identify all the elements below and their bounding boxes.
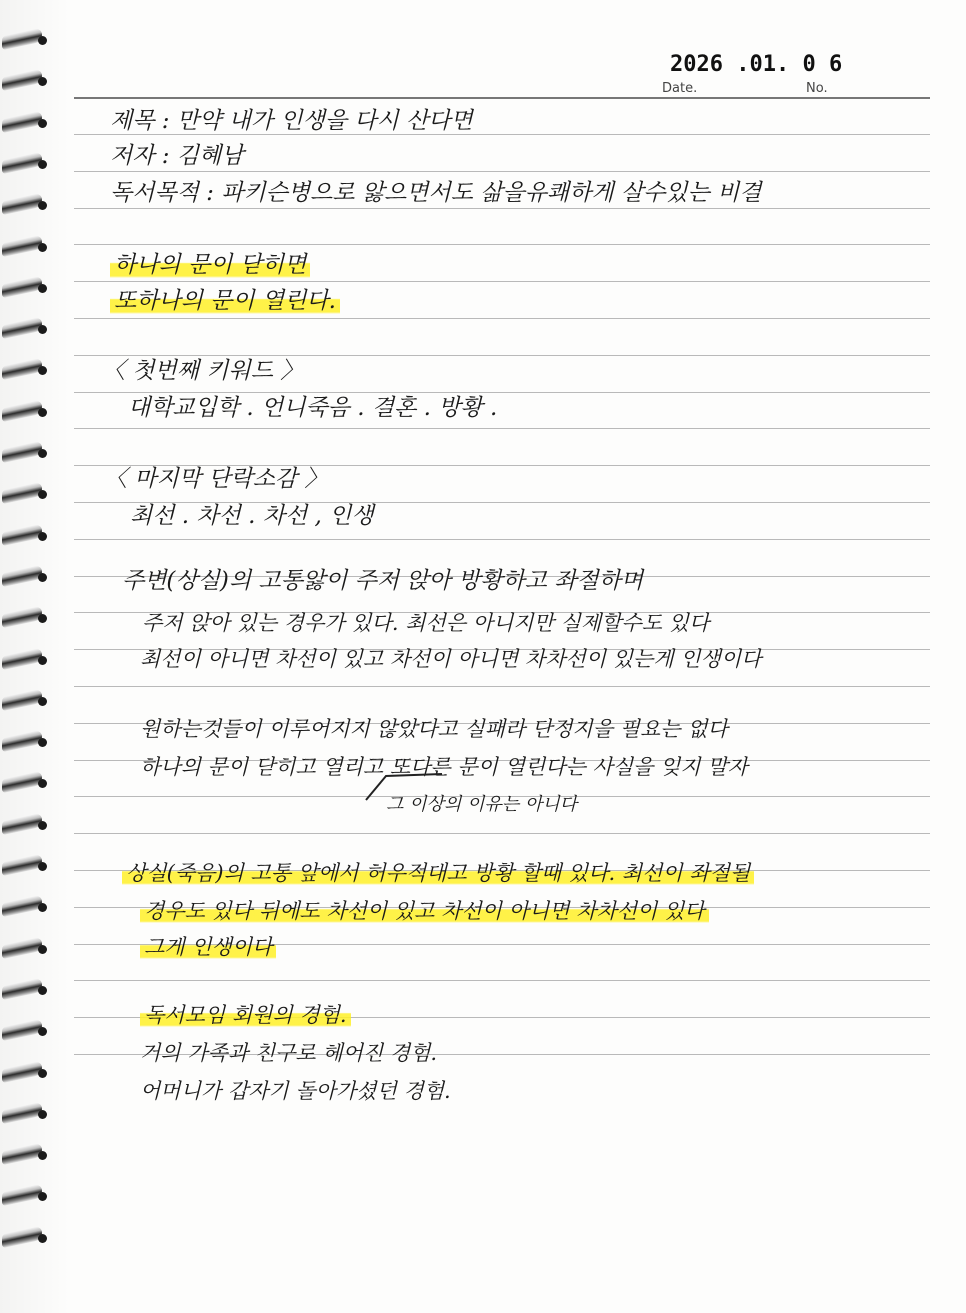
ring-hole — [38, 821, 47, 830]
spiral-ring — [2, 1104, 46, 1126]
ring-wire — [2, 854, 42, 877]
ring-hole — [38, 449, 47, 458]
ring-hole — [38, 697, 47, 706]
experience-line-1: 거의 가족과 친구로 헤어진 경험. — [140, 1041, 438, 1065]
ring-wire — [2, 110, 42, 133]
section-last-items: 최선 . 차선 . 차선 , 인생 — [130, 503, 374, 529]
spiral-ring — [2, 650, 46, 672]
spiral-ring — [2, 278, 46, 300]
spiral-ring — [2, 897, 46, 919]
ring-hole — [38, 1151, 47, 1160]
paragraph-3-line-1 — [122, 858, 754, 888]
spiral-ring — [2, 30, 46, 52]
spiral-ring — [2, 567, 46, 589]
ring-wire — [2, 441, 42, 464]
ring-wire — [2, 399, 42, 422]
ring-hole — [38, 614, 47, 623]
paragraph-3-line-2 — [140, 896, 709, 926]
ruled-line — [74, 281, 930, 282]
ring-wire — [2, 1019, 42, 1042]
ring-hole — [38, 284, 47, 293]
ring-wire — [2, 152, 42, 175]
date-label: Date. — [662, 81, 698, 96]
ring-wire — [2, 812, 42, 835]
spiral-ring — [2, 732, 46, 754]
paragraph-1-line-1: 주변(상실)의 고통앓이 주저 앉아 방황하고 좌절하며 — [122, 568, 644, 594]
ring-wire — [2, 730, 42, 753]
ring-hole — [38, 243, 47, 252]
spiral-ring — [2, 526, 46, 548]
ring-hole — [38, 160, 47, 169]
quote-line-1 — [110, 250, 310, 280]
note-author: 저자 : 김혜남 — [110, 143, 244, 169]
ring-wire — [2, 69, 42, 92]
ring-wire — [2, 523, 42, 546]
ring-hole — [38, 1192, 47, 1201]
paragraph-1-line-3: 최선이 아니면 차선이 있고 차선이 아니면 차차선이 있는게 인생이다 — [140, 647, 762, 671]
ring-wire — [2, 358, 42, 381]
ring-hole — [38, 945, 47, 954]
spiral-ring — [2, 939, 46, 961]
spiral-ring — [2, 1186, 46, 1208]
ring-wire — [2, 647, 42, 670]
spiral-ring — [2, 1228, 46, 1250]
spiral-ring — [2, 154, 46, 176]
ring-wire — [2, 234, 42, 257]
ring-hole — [38, 986, 47, 995]
ring-wire — [2, 689, 42, 712]
spiral-ring — [2, 443, 46, 465]
spiral-ring — [2, 319, 46, 341]
ring-wire — [2, 28, 42, 51]
ruled-line — [74, 686, 930, 687]
ring-wire — [2, 1102, 42, 1125]
ring-hole — [38, 408, 47, 417]
highlight: 그게 인생이다 — [140, 935, 276, 959]
ring-hole — [38, 490, 47, 499]
spiral-ring — [2, 195, 46, 217]
ruled-line — [74, 539, 930, 540]
note-purpose: 독서목적 : 파키슨병으로 앓으면서도 삶을유쾌하게 살수있는 비결 — [110, 180, 762, 206]
ring-hole — [38, 862, 47, 871]
ring-wire — [2, 936, 42, 959]
ring-hole — [38, 366, 47, 375]
paragraph-2-insert: 그 이상의 이유는 아니다 — [386, 794, 578, 815]
ruled-line — [74, 318, 930, 319]
ruled-line — [74, 833, 930, 834]
ring-wire — [2, 1060, 42, 1083]
ruled-line — [74, 428, 930, 429]
ruled-line — [74, 980, 930, 981]
paragraph-1-line-2: 주저 앉아 있는 경우가 있다. 최선은 아니지만 실제할수도 있다 — [142, 611, 710, 635]
note-title: 제목 : 만약 내가 인생을 다시 산다면 — [110, 108, 473, 134]
ring-wire — [2, 276, 42, 299]
spiral-ring — [2, 1021, 46, 1043]
ring-wire — [2, 606, 42, 629]
section-last-title: 〈 마지막 단락소감 〉 — [104, 466, 328, 492]
header-rule — [74, 97, 930, 99]
highlight: 또하나의 문이 열린다. — [110, 288, 340, 314]
ring-hole — [38, 656, 47, 665]
ring-wire — [2, 482, 42, 505]
ruled-line — [74, 244, 930, 245]
ring-hole — [38, 738, 47, 747]
spiral-ring — [2, 856, 46, 878]
ring-hole — [38, 325, 47, 334]
spiral-ring — [2, 71, 46, 93]
spiral-ring — [2, 484, 46, 506]
spiral-ring — [2, 608, 46, 630]
spiral-ring — [2, 237, 46, 259]
ring-hole — [38, 573, 47, 582]
experience-title — [140, 1000, 351, 1030]
highlight: 상실(죽음)의 고통 앞에서 허우적대고 방황 할때 있다. 최선이 좌절될 — [122, 861, 754, 885]
spiral-ring — [2, 815, 46, 837]
paragraph-3-line-3 — [140, 932, 276, 962]
ring-hole — [38, 532, 47, 541]
ring-wire — [2, 1225, 42, 1248]
paragraph-2-line-1: 원하는것들이 이루어지지 않았다고 실패라 단정지을 필요는 없다 — [140, 717, 728, 741]
ring-wire — [2, 895, 42, 918]
spiral-ring — [2, 402, 46, 424]
spiral-binding — [0, 30, 60, 1290]
ring-hole — [38, 1110, 47, 1119]
section-first-items: 대학교입학 . 언니죽음 . 결혼 . 방황 . — [128, 395, 498, 421]
ring-wire — [2, 317, 42, 340]
ring-wire — [2, 1184, 42, 1207]
ring-hole — [38, 1069, 47, 1078]
ring-wire — [2, 1143, 42, 1166]
ring-hole — [38, 77, 47, 86]
ring-wire — [2, 193, 42, 216]
number-label: No. — [806, 81, 828, 96]
spiral-ring — [2, 360, 46, 382]
ring-wire — [2, 771, 42, 794]
spiral-ring — [2, 113, 46, 135]
ring-hole — [38, 201, 47, 210]
spiral-ring — [2, 980, 46, 1002]
spiral-ring — [2, 773, 46, 795]
experience-line-2: 어머니가 갑자기 돌아가셨던 경험. — [140, 1079, 451, 1103]
spiral-ring — [2, 1145, 46, 1167]
ring-hole — [38, 1234, 47, 1243]
paragraph-2-line-2: 하나의 문이 닫히고 열리고 또다른 문이 열린다는 사실을 잊지 말자 — [140, 755, 748, 779]
section-first-title: 〈 첫번째 키워드 〉 — [102, 358, 304, 384]
ring-wire — [2, 565, 42, 588]
ring-hole — [38, 903, 47, 912]
ring-hole — [38, 36, 47, 45]
quote-line-2 — [110, 286, 340, 316]
ring-wire — [2, 978, 42, 1001]
spiral-ring — [2, 691, 46, 713]
date-value: 2026 .01. 0 6 — [670, 52, 843, 77]
highlight: 하나의 문이 닫히면 — [110, 252, 310, 278]
highlight: 독서모임 회원의 경험. — [140, 1003, 351, 1027]
highlight: 경우도 있다 뒤에도 차선이 있고 차선이 아니면 차차선이 있다 — [140, 899, 709, 923]
ring-hole — [38, 119, 47, 128]
ring-hole — [38, 779, 47, 788]
spiral-ring — [2, 1063, 46, 1085]
ring-hole — [38, 1027, 47, 1036]
